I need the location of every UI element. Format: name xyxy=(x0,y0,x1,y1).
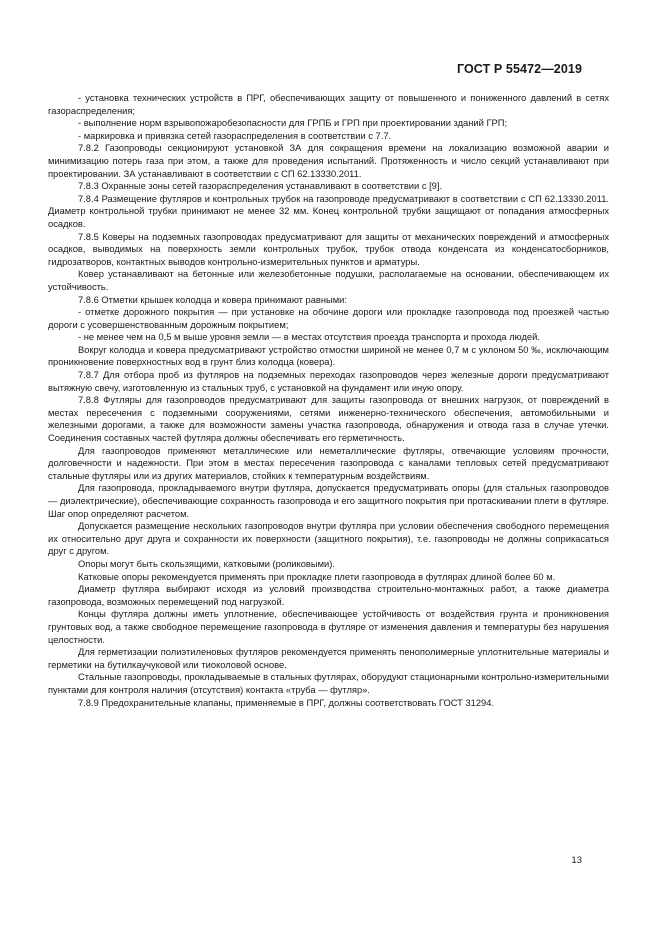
paragraph: Допускается размещение нескольких газопроводов внутри футляра при условии обеспечения свободного перемещения их относительно друг друга и сохранности их поверхности (защитного покрытия), т.е. газопроводы не должны соприкасаться друг с другом. xyxy=(48,521,609,557)
paragraph: - установка технических устройств в ПРГ, обеспечивающих защиту от повышенного и пониженного давлений в сетях газораспределения; xyxy=(48,93,609,116)
paragraph: Катковые опоры рекомендуется применять при прокладке плети газопровода в футлярах длиной более 60 м. xyxy=(78,571,556,582)
paragraph: - маркировка и привязка сетей газораспределения в соответствии с 7.7. xyxy=(78,130,392,141)
paragraph: Концы футляра должны иметь уплотнение, обеспечивающее устойчивость от воздействия грунта и проникновения грунтовых вод, а также свободное перемещение газопровода в футляре от изменения давления и температуры без нарушения целостности. xyxy=(48,609,609,645)
document-standard-id: ГОСТ Р 55472—2019 xyxy=(456,62,582,76)
paragraph: Ковер устанавливают на бетонные или железобетонные подушки, располагаемые на основании, обеспечивающем их устойчивость. xyxy=(48,269,609,292)
paragraph: 7.8.2 Газопроводы секционируют установкой ЗА для сокращения времени на локализацию возможной аварии и минимизацию потерь газа при этом, а также для проведения испытаний. Протяженность и число секций устанавливают при проектировании. ЗА устанавливают в соответствии с СП 62.13330.2011. xyxy=(48,143,609,179)
paragraph: Стальные газопроводы, прокладываемые в стальных футлярах, оборудуют стационарными контрольно-измерительными пунктами для контроля наличия (отсутствия) контакта «труба — футляр». xyxy=(48,672,609,695)
paragraph: - отметке дорожного покрытия — при установке на обочине дороги или прокладке газопровода под проезжей частью дороги с усовершенствованным дорожным покрытием; xyxy=(48,307,609,330)
paragraph: 7.8.6 Отметки крышек колодца и ковера принимают равными: xyxy=(78,294,347,305)
paragraph: 7.8.8 Футляры для газопроводов предусматривают для защиты газопровода от внешних нагрузок, от повреждений в местах пересечения с подземными сооружениями, сетями инженерно-технического обеспечения, автомобильными и железными дорогами, а также для возможности замены участка газопровода, обнаружения и отвода газа в случае утечки. Соединения составных частей футляра должны обеспечивать его герметичность. xyxy=(48,395,609,444)
paragraph: - не менее чем на 0,5 м выше уровня земли — в местах отсутствия проезда транспорта и прохода людей. xyxy=(78,332,540,343)
paragraph: Для газопроводов применяют металлические или неметаллические футляры, отвечающие условиям прочности, долговечности и надежности. При этом в местах пересечения газопровода с каналами тепловых сетей предусматривают стальные футляры или из других материалов, стойких к температурным воздействиям. xyxy=(48,445,609,481)
paragraph: 7.8.9 Предохранительные клапаны, применяемые в ПРГ, должны соответствовать ГОСТ 31294. xyxy=(78,697,495,708)
paragraph: Вокруг колодца и ковера предусматривают устройство отмостки шириной не менее 0,7 м с уклоном 50 ‰, исключающим проникновение поверхностных вод в грунт близ колодца (ковера). xyxy=(48,344,609,368)
paragraph: Опоры могут быть скользящими, катковыми (роликовыми). xyxy=(78,558,335,569)
paragraph: Для герметизации полиэтиленовых футляров рекомендуется применять пенополимерные уплотнительные материалы и герметики на бутилкаучуковой или тиоколовой основе. xyxy=(48,647,609,670)
paragraph: - выполнение норм взрывопожаробезопасности для ГРПБ и ГРП при проектировании зданий ГРП; xyxy=(78,118,508,129)
paragraph: 7.8.7 Для отбора проб из футляров на подземных переходах газопроводов через железные дороги предусматривают вытяжную свечу, изготовленную из стальных труб, с установкой на фундамент или иную опору. xyxy=(48,370,609,393)
paragraph: Диаметр футляра выбирают исходя из условий производства строительно-монтажных работ, а также диаметра газопровода, возможных перемещений под нагрузкой. xyxy=(48,584,609,607)
paragraph: 7.8.4 Размещение футляров и контрольных трубок на газопроводе предусматривают в соответствии с СП 62.13330.2011. Диаметр контрольной трубки принимают не менее 32 мм. Конец контрольной трубки защищают от попадания атмосферных осадков. xyxy=(48,193,609,229)
document-body xyxy=(48,92,609,709)
paragraph: 7.8.3 Охранные зоны сетей газораспределения устанавливают в соответствии с [9]. xyxy=(78,181,443,192)
paragraph: Для газопровода, прокладываемого внутри футляра, допускается предусматривать опоры (для стальных газопроводов — диэлектрические), обеспечивающие сохранность газопровода и его защитного покрытия при протаскивании плети в футляре. Шаг опор определяют расчетом. xyxy=(48,483,609,519)
paragraph: 7.8.5 Коверы на подземных газопроводах предусматривают для защиты от механических повреждений и атмосферных осадков, выводимых на поверхность земли контрольных трубок, трубок отвода конденсата из конденсатосборников, гидрозатворов, контактных выводов контрольно-измерительных пунктов и арматуры. xyxy=(48,231,609,267)
page-number: 13 xyxy=(571,855,582,866)
